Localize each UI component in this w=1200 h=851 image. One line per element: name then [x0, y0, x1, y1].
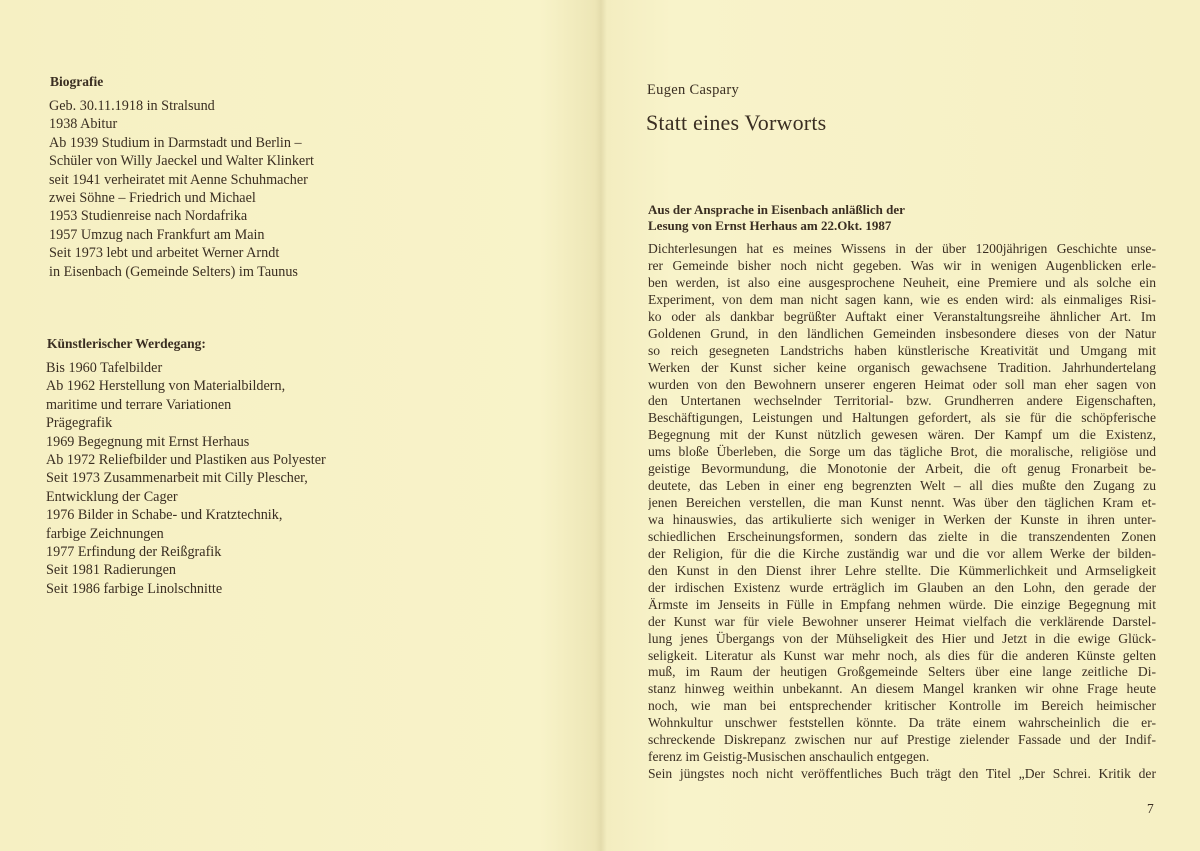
- body-line: den Untertanen wechselnder Territorial- bzw. Grundherren andere Eigenschaften,: [648, 393, 1156, 409]
- right-page: [600, 0, 1200, 851]
- body-line: Ärmste im Jenseits in Fülle in Empfang nehmen würde. Die einzige Begegnung mit: [648, 596, 1156, 612]
- body-line: schreckende Diskrepanz zwischen nur auf Prestige zielender Fassade und der Indif-: [648, 732, 1156, 748]
- body-line: Begegnung mit der Kunst nützlich gewesen wären. Der Kampf um die Existenz,: [648, 427, 1156, 443]
- career-line: Ab 1972 Reliefbilder und Plastiken aus Polyester: [46, 452, 326, 469]
- career-line: 1976 Bilder in Schabe- und Kratztechnik,: [46, 507, 283, 524]
- body-line: jenen Bereichen verstellen, die man Kunst nennt. Was über den täglichen Kram et-: [648, 495, 1156, 511]
- page-title: Statt eines Vorworts: [646, 110, 827, 135]
- body-line: geistige Bevormundung, die Monotonie der Arbeit, die oft genug Fronarbeit be-: [648, 461, 1156, 477]
- body-line: stanz hinweg weithin unbekannt. An diesem Mangel kranken wir ohne Frage heute: [648, 681, 1156, 697]
- body-line: ferenz im Geistig-Musischen anschaulich entgegen.: [648, 749, 930, 765]
- body-line: noch, wie man bei entsprechender kritischer Kontrolle im Bereich heimischer: [648, 698, 1156, 714]
- body-line: seligkeit. Literatur als Kunst war mehr noch, als dies für die anderen Künste gelten: [648, 647, 1156, 663]
- body-line: Goldenen Grund, in den ländlichen Gemeinden insbesondere dieses von der Natur: [648, 325, 1156, 341]
- body-line: Experiment, von dem man nicht sagen kann, wie es enden wird: als einmaliges Risi-: [648, 291, 1156, 307]
- body-line: den Kunst in den Dienst ihrer Lehre stellte. Die Kümmerlichkeit und Armseligkeit: [648, 562, 1156, 578]
- career-line: Seit 1981 Radierungen: [46, 562, 177, 579]
- body-line: der irdischen Existenz wurde erträglich im Glauben an den Lohn, den gerade der: [648, 579, 1156, 595]
- body-line: lung jenes Übergangs von der Mühseligkeit des Hier und Jetzt in die ewige Glück-: [648, 630, 1156, 646]
- body-line: rer Gemeinde bisher noch nicht gegeben. Was wir in wenigen Augenblicken erle-: [648, 257, 1156, 273]
- biography-line: seit 1941 verheiratet mit Aenne Schuhmacher: [49, 171, 308, 188]
- body-line: so reich gesegneten Landstrichs haben künstlerische Kreativität und Umgang mit: [648, 342, 1156, 358]
- biography-line: in Eisenbach (Gemeinde Selters) im Taunus: [49, 263, 298, 280]
- body-line: Werken der Kunst sicher keine organisch gewachsene Tradition. Jahrhundertelang: [648, 359, 1156, 375]
- subheading-line: Lesung von Ernst Herhaus am 22.Okt. 1987: [648, 218, 892, 233]
- biography-list: [49, 97, 314, 281]
- biography-line: Geb. 30.11.1918 in Stralsund: [49, 98, 215, 114]
- body-line: schiedlichen Erscheinungsformen, sondern das zielte in die transzendenten Zonen: [648, 528, 1156, 544]
- body-line: der Kunst war für viele Bewohner unserer Heimat vielfach die verklärende Darstel-: [648, 613, 1156, 629]
- body-line: Wohnkultur unschwer feststellen könnte. Da träte einem wahrscheinlich die er-: [648, 715, 1156, 731]
- career-line: Seit 1986 farbige Linolschnitte: [46, 580, 223, 597]
- career-line: Seit 1973 Zusammenarbeit mit Cilly Plescher,: [46, 470, 308, 487]
- biography-line: Seit 1973 lebt und arbeitet Werner Arndt: [49, 245, 280, 262]
- body-line: Sein jüngstes noch nicht veröffentliches Buch trägt den Titel „Der Schrei. Kritik der: [648, 766, 1156, 782]
- body-line: Dichterlesungen hat es meines Wissens in der über 1200jährigen Geschichte unse-: [648, 241, 1156, 256]
- body-line: Beschäftigungen, Leistungen und Haltungen gefordert, als sie für die schöpferische: [648, 410, 1156, 426]
- career-line: farbige Zeichnungen: [46, 525, 164, 542]
- body-line: ums bloße Überleben, die Sorge um das tägliche Brot, die moralische, religiöse und: [648, 444, 1156, 460]
- page-number: 7: [1147, 801, 1154, 816]
- career-line: Bis 1960 Tafelbilder: [46, 360, 163, 376]
- biography-line: 1953 Studienreise nach Nordafrika: [49, 208, 248, 225]
- career-heading: Künstlerischer Werdegang:: [47, 336, 206, 351]
- career-line: maritime und terrare Variationen: [46, 396, 232, 413]
- biography-line: Schüler von Willy Jaeckel und Walter Klinkert: [49, 153, 314, 170]
- career-line: Ab 1962 Herstellung von Materialbildern,: [46, 378, 286, 395]
- career-line: Prägegrafik: [46, 415, 113, 432]
- body-line: ko oder als dankbar begrüßter Auftakt einer Veranstaltungsreihe ähnlicher Art. Im: [648, 308, 1156, 324]
- speech-subheading: [648, 202, 968, 234]
- career-line: Entwicklung der Cager: [46, 488, 178, 505]
- biography-heading: Biografie: [50, 74, 104, 89]
- body-line: wa hinauswies, das artikulierte sich weniger in Werken der Kunste in ihren unter-: [648, 512, 1156, 527]
- career-line: 1977 Erfindung der Reißgrafik: [46, 544, 222, 561]
- biography-line: 1938 Abitur: [49, 116, 118, 133]
- body-line: muß, im Raum der heutigen Großgemeinde Selters über eine lange zeitliche Di-: [648, 664, 1156, 680]
- biography-line: Ab 1939 Studium in Darmstadt und Berlin –: [49, 134, 302, 151]
- body-line: ben werden, ist also eine ausgesprochene Neuheit, eine Premiere und als solche ein: [648, 274, 1156, 290]
- author-name: Eugen Caspary: [647, 82, 740, 98]
- biography-line: 1957 Umzug nach Frankfurt am Main: [49, 226, 265, 243]
- body-line: der Religion, für die die Kirche zuständig war und die vor allem Werke der bilden-: [648, 545, 1156, 561]
- career-list: [46, 359, 326, 598]
- body-text: [648, 241, 1156, 783]
- career-line: 1969 Begegnung mit Ernst Herhaus: [46, 433, 250, 450]
- subheading-line: Aus der Ansprache in Eisenbach anläßlich der: [648, 202, 905, 217]
- body-line: wurden von den Bewohnern unserer engeren Heimat oder soll man eher sagen von: [648, 376, 1156, 392]
- biography-line: zwei Söhne – Friedrich und Michael: [49, 190, 256, 207]
- body-line: deutete, das Leben in einer eng begrenzten Welt – all dies mußte den Zugang zu: [648, 478, 1156, 494]
